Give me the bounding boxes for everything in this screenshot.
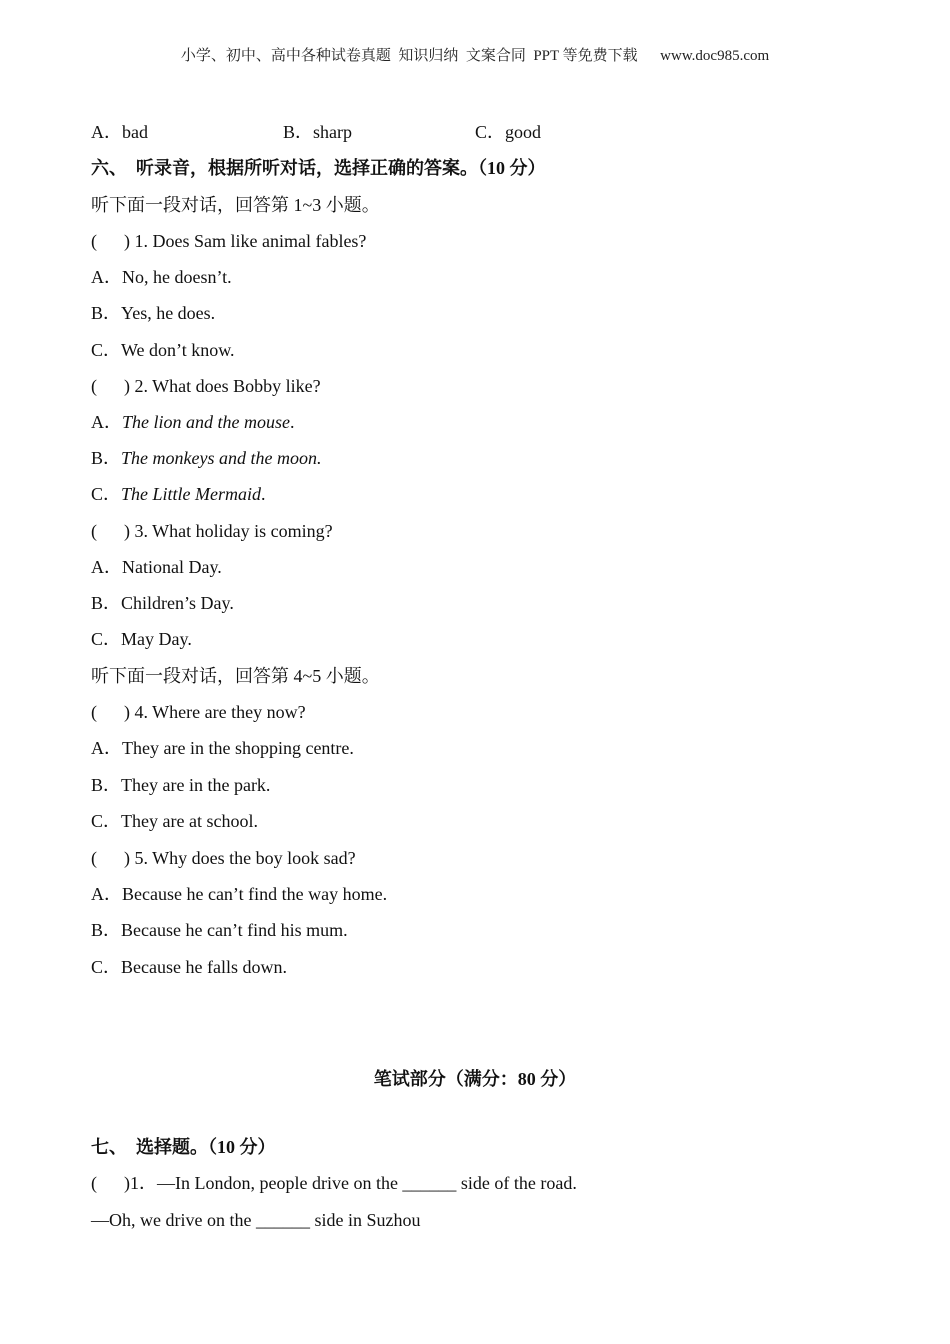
- question-1: ( ) 1. Does Sam like animal fables?: [91, 231, 367, 251]
- section-6-title: 六、 听录音，根据所听对话，选择正确的答案。（10 分）: [91, 158, 546, 178]
- option-a: A．bad: [91, 122, 148, 142]
- question-2-option-a: [91, 411, 295, 433]
- question-4-option-b: B．They are in the park.: [91, 775, 271, 795]
- question-4: ( ) 4. Where are they now?: [91, 702, 306, 722]
- section-7-question-1-reply: —Oh, we drive on the ______ side in Suzhou: [91, 1210, 421, 1230]
- option-text: The Little Mermaid: [121, 484, 262, 504]
- question-5-option-a: A．Because he can’t find the way home.: [91, 884, 388, 904]
- question-1-option-b: B．Yes, he does.: [91, 303, 216, 323]
- question-3-option-a: A．National Day.: [91, 557, 222, 577]
- question-5-option-c: C．Because he falls down.: [91, 957, 287, 977]
- question-1-option-c: C．We don’t know.: [91, 340, 235, 360]
- question-5-option-b: B．Because he can’t find his mum.: [91, 920, 348, 940]
- section-6-intro-2: 听下面一段对话，回答第 4~5 小题。: [91, 666, 380, 686]
- question-2: ( ) 2. What does Bobby like?: [91, 376, 321, 396]
- question-3-option-b: B．Children’s Day.: [91, 593, 234, 613]
- section-7-title: 七、 选择题。（10 分）: [91, 1137, 276, 1157]
- option-text: The monkeys and the moon.: [121, 448, 322, 468]
- option-label: B．: [91, 448, 122, 468]
- question-2-option-c: [91, 483, 266, 505]
- page-header: 小学、初中、高中各种试卷真题 知识归纳 文案合同 PPT 等免费下载 www.doc985.com: [180, 48, 770, 64]
- option-label: C．: [91, 484, 122, 504]
- option-punct: .: [261, 484, 266, 504]
- question-3: ( ) 3. What holiday is coming?: [91, 521, 333, 541]
- option-text: The lion and the mouse: [122, 412, 290, 432]
- question-5: ( ) 5. Why does the boy look sad?: [91, 848, 356, 868]
- question-2-option-b: [91, 447, 321, 469]
- question-1-option-a: A．No, he doesn’t.: [91, 267, 232, 287]
- question-3-option-c: C．May Day.: [91, 629, 192, 649]
- option-punct: .: [290, 412, 295, 432]
- option-label: A．: [91, 412, 122, 432]
- section-6-intro-1: 听下面一段对话，回答第 1~3 小题。: [91, 195, 380, 215]
- written-section-title: 笔试部分（满分：80 分）: [373, 1069, 577, 1089]
- option-b: B．sharp: [283, 122, 352, 142]
- question-4-option-c: C．They are at school.: [91, 811, 258, 831]
- question-4-option-a: A．They are in the shopping centre.: [91, 738, 354, 758]
- section-7-question-1: ( )1．—In London, people drive on the ______ side of the road.: [91, 1173, 577, 1193]
- option-c: C．good: [475, 122, 542, 142]
